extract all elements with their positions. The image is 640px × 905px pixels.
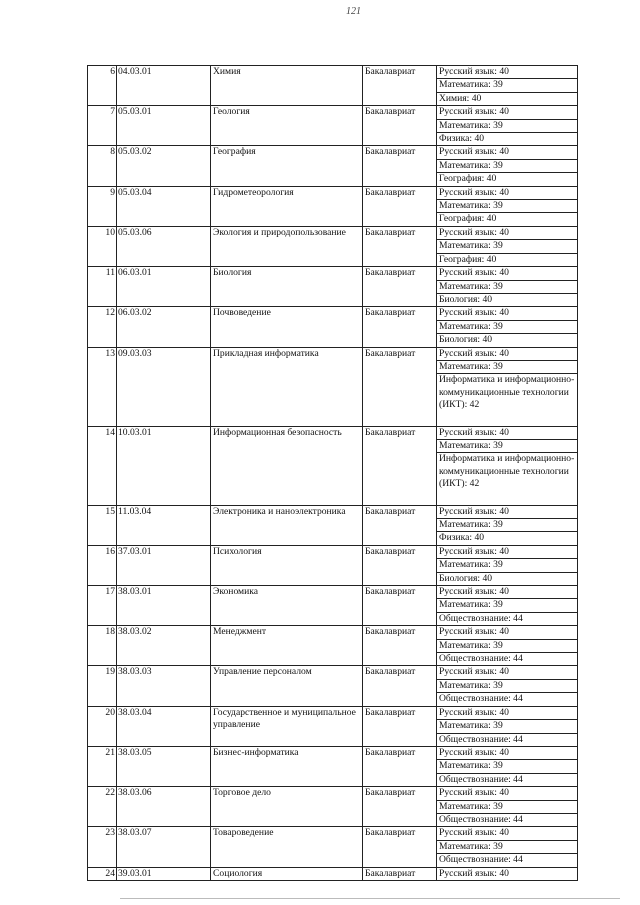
row-number: 8 [88,146,117,186]
program-name: Экономика [211,586,363,626]
exam-requirement: Обществознание: 44 [439,612,523,624]
education-level: Бакалавриат [363,106,437,146]
exam-requirement: Биология: 40 [439,293,493,305]
exam-requirement: Математика: 39 [437,841,577,854]
table-row [88,545,578,585]
row-number: 18 [88,626,117,666]
entrance-exams [437,267,578,307]
table-row [88,186,578,226]
entrance-exams [437,66,578,106]
exam-requirement: Русский язык: 40 [439,867,509,879]
education-level: Бакалавриат [363,706,437,746]
entrance-exams [437,706,578,746]
program-name: Биология [211,267,363,307]
exam-requirement: География: 40 [439,213,497,225]
exam-requirement: Математика: 39 [437,559,577,572]
education-level: Бакалавриат [363,226,437,266]
exam-requirement: Математика: 39 [437,321,577,334]
entrance-exams [437,787,578,827]
program-code: 04.03.01 [117,66,211,106]
exam-requirement: Русский язык: 40 [437,146,577,159]
row-number: 23 [88,827,117,867]
entrance-exams [437,586,578,626]
entrance-exams [437,186,578,226]
program-name: Прикладная информатика [211,347,363,426]
education-level: Бакалавриат [363,746,437,786]
page-number: 121 [346,6,361,17]
education-level: Бакалавриат [363,666,437,706]
entrance-exams [437,827,578,867]
program-code: 38.03.05 [117,746,211,786]
program-code: 38.03.04 [117,706,211,746]
exam-requirement: Обществознание: 44 [439,773,523,785]
row-number: 7 [88,106,117,146]
program-name: Почвоведение [211,307,363,347]
program-code: 09.03.03 [117,347,211,426]
row-number: 16 [88,545,117,585]
program-code: 38.03.01 [117,586,211,626]
entrance-exams [437,867,578,880]
program-code: 06.03.01 [117,267,211,307]
program-code: 05.03.06 [117,226,211,266]
entrance-exams [437,505,578,545]
entrance-exams [437,666,578,706]
program-code: 06.03.02 [117,307,211,347]
table-row [88,307,578,347]
table-row [88,146,578,186]
exam-requirement: Математика: 39 [437,281,577,294]
exam-requirement: Информатика и информационно-коммуникационные технологии (ИКТ): 42 [439,374,575,411]
entrance-exams [437,226,578,266]
exam-requirement: Русский язык: 40 [437,66,577,79]
education-level: Бакалавриат [363,626,437,666]
education-level: Бакалавриат [363,586,437,626]
exam-requirement: Математика: 39 [437,640,577,653]
program-name: Торговое дело [211,787,363,827]
program-name: Государственное и муниципальное управление [211,706,363,746]
exam-requirement: Математика: 39 [437,160,577,173]
exam-requirement: Математика: 39 [437,599,577,612]
exam-requirement: Обществознание: 44 [439,653,523,665]
program-code: 11.03.04 [117,505,211,545]
row-number: 14 [88,426,117,505]
education-level: Бакалавриат [363,426,437,505]
program-name: Психология [211,545,363,585]
program-code: 38.03.02 [117,626,211,666]
exam-requirement: География: 40 [439,253,497,265]
exam-requirement: Русский язык: 40 [437,307,577,320]
exam-requirement: Русский язык: 40 [437,747,577,760]
table-row [88,66,578,106]
exam-requirement: Математика: 39 [437,680,577,693]
entrance-exams [437,146,578,186]
entrance-exams [437,545,578,585]
exam-requirement: Биология: 40 [439,334,493,346]
exam-requirement: Русский язык: 40 [437,787,577,800]
program-code: 38.03.03 [117,666,211,706]
program-name: Информационная безопасность [211,426,363,505]
table-row [88,867,578,880]
program-name: Химия [211,66,363,106]
table-row [88,787,578,827]
table-body [88,66,578,881]
exam-requirement: Информатика и информационно-коммуникационные технологии (ИКТ): 42 [439,453,575,490]
table-row [88,626,578,666]
entrance-exams [437,626,578,666]
scan-edge-line [120,898,620,899]
row-number: 24 [88,867,117,880]
entrance-exams [437,307,578,347]
education-level: Бакалавриат [363,545,437,585]
row-number: 20 [88,706,117,746]
table-row [88,267,578,307]
exam-requirement: Математика: 39 [437,361,577,374]
program-name: Менеджмент [211,626,363,666]
row-number: 22 [88,787,117,827]
education-level: Бакалавриат [363,146,437,186]
education-level: Бакалавриат [363,347,437,426]
exam-requirement: Русский язык: 40 [437,707,577,720]
program-code: 37.03.01 [117,545,211,585]
exam-requirement: Русский язык: 40 [437,827,577,840]
exam-requirement: Математика: 39 [437,720,577,733]
table-row [88,746,578,786]
exam-requirement: Русский язык: 40 [437,546,577,559]
exam-requirement: Русский язык: 40 [437,267,577,280]
program-name: Экология и природопользование [211,226,363,266]
table-row [88,426,578,505]
exam-requirement: Математика: 39 [437,760,577,773]
program-code: 38.03.06 [117,787,211,827]
program-code: 38.03.07 [117,827,211,867]
education-level: Бакалавриат [363,787,437,827]
program-name: Бизнес-информатика [211,746,363,786]
education-level: Бакалавриат [363,66,437,106]
program-name: Геология [211,106,363,146]
program-name: Управление персоналом [211,666,363,706]
exam-requirement: Русский язык: 40 [437,227,577,240]
program-code: 39.03.01 [117,867,211,880]
exam-requirement: Обществознание: 44 [439,813,523,825]
table-row [88,666,578,706]
row-number: 10 [88,226,117,266]
exam-requirement: Русский язык: 40 [437,427,577,440]
row-number: 11 [88,267,117,307]
row-number: 17 [88,586,117,626]
program-name: Гидрометеорология [211,186,363,226]
exam-requirement: Русский язык: 40 [437,506,577,519]
program-code: 05.03.01 [117,106,211,146]
exam-requirement: Русский язык: 40 [437,106,577,119]
exam-requirement: Обществознание: 44 [439,693,523,705]
exam-requirement: Математика: 39 [437,440,577,453]
program-name: География [211,146,363,186]
exam-requirement: Обществознание: 44 [439,733,523,745]
program-name: Товароведение [211,827,363,867]
program-name: Электроника и наноэлектроника [211,505,363,545]
exam-requirement: Биология: 40 [439,572,493,584]
program-code: 05.03.02 [117,146,211,186]
exam-requirement: Русский язык: 40 [437,348,577,361]
table-row [88,706,578,746]
table-row [88,586,578,626]
education-level: Бакалавриат [363,505,437,545]
exam-requirement: Математика: 39 [437,120,577,133]
exam-requirement: Обществознание: 44 [439,854,523,866]
exam-requirement: География: 40 [439,173,497,185]
education-level: Бакалавриат [363,827,437,867]
row-number: 12 [88,307,117,347]
table-row [88,106,578,146]
program-code: 05.03.04 [117,186,211,226]
entrance-exams [437,426,578,505]
exam-requirement: Русский язык: 40 [437,666,577,679]
row-number: 6 [88,66,117,106]
exam-requirement: Русский язык: 40 [437,586,577,599]
education-level: Бакалавриат [363,867,437,880]
education-level: Бакалавриат [363,186,437,226]
row-number: 19 [88,666,117,706]
row-number: 15 [88,505,117,545]
education-level: Бакалавриат [363,307,437,347]
exam-requirement: Физика: 40 [439,133,485,145]
exam-requirement: Математика: 39 [437,801,577,814]
entrance-exams [437,106,578,146]
exam-requirement: Физика: 40 [439,532,485,544]
program-name: Социология [211,867,363,880]
table-row [88,505,578,545]
row-number: 9 [88,186,117,226]
entrance-exams [437,347,578,426]
education-level: Бакалавриат [363,267,437,307]
table-row [88,827,578,867]
exam-requirement: Русский язык: 40 [437,626,577,639]
exam-requirement: Математика: 39 [437,79,577,92]
table-row [88,226,578,266]
entrance-exams [437,746,578,786]
admission-table-container [87,65,577,881]
row-number: 13 [88,347,117,426]
table-row [88,347,578,426]
exam-requirement: Математика: 39 [437,240,577,253]
admission-table [87,65,578,881]
exam-requirement: Химия: 40 [439,92,482,104]
exam-requirement: Математика: 39 [437,200,577,213]
exam-requirement: Математика: 39 [437,519,577,532]
exam-requirement: Русский язык: 40 [437,187,577,200]
program-code: 10.03.01 [117,426,211,505]
row-number: 21 [88,746,117,786]
